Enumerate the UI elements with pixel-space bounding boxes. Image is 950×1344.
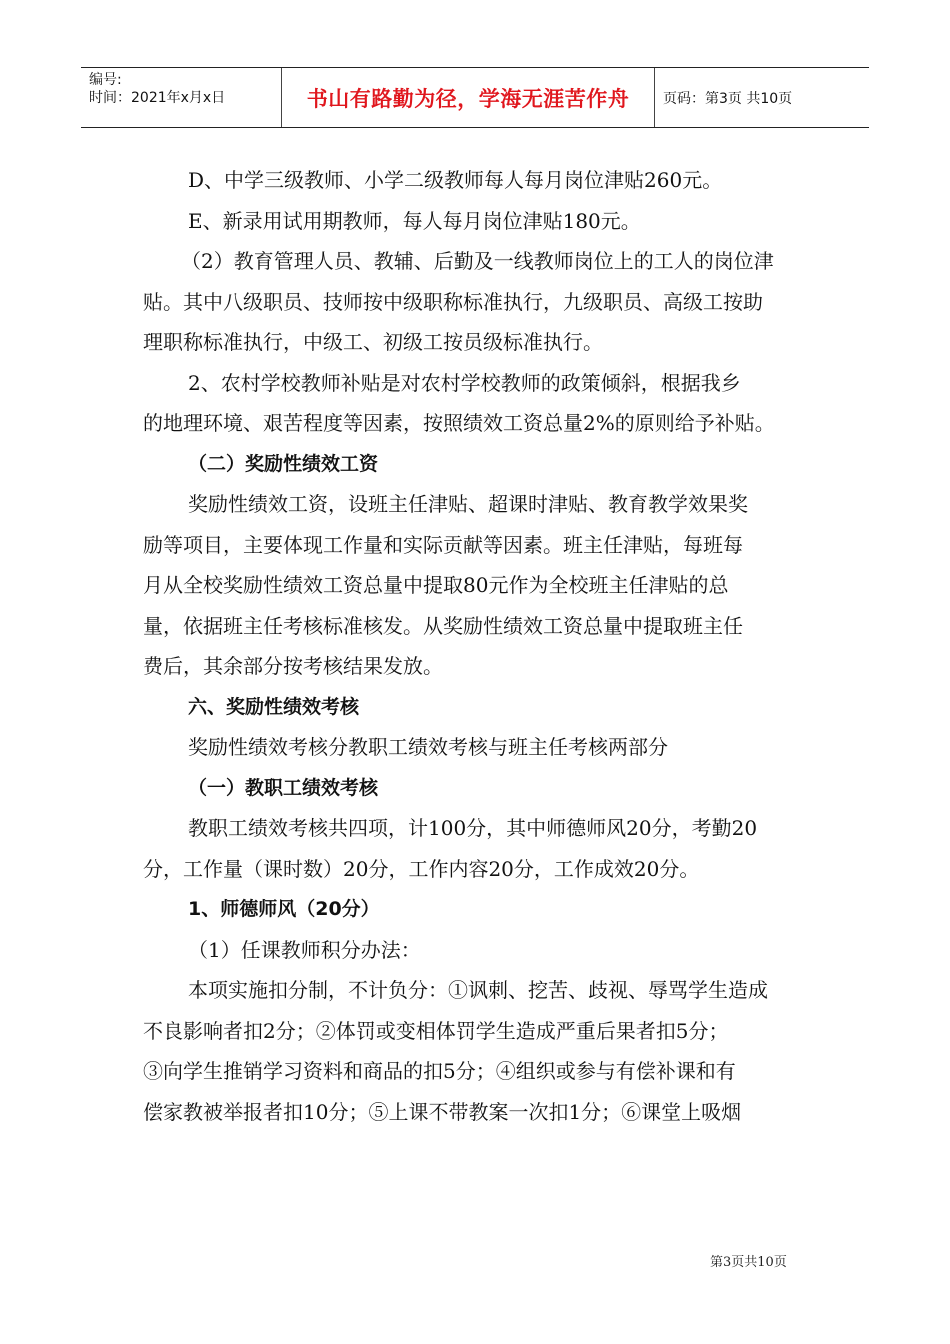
- section-heading: （一）教职工绩效考核: [188, 776, 379, 799]
- paragraph-line: （1）任课教师积分办法：: [188, 937, 421, 962]
- paragraph-line: 月从全校奖励性绩效工资总量中提取80元作为全校班主任津贴的总: [143, 573, 729, 597]
- paragraph-line: 量，依据班主任考核标准核发。从奖励性绩效工资总量中提取班主任: [143, 613, 743, 638]
- paragraph-line: 理职称标准执行，中级工、初级工按员级标准执行。: [143, 330, 603, 354]
- time-label: 时间：2021年x月x日: [89, 90, 226, 106]
- number-label: 编号:: [89, 72, 122, 88]
- paragraph-line: 本项实施扣分制，不计负分：①讽刺、挖苦、歧视、辱骂学生造成: [188, 978, 768, 1002]
- paragraph-line: 贴。其中八级职员、技师按中级职称标准执行，九级职员、高级工按助: [143, 289, 763, 314]
- section-heading: 六、奖励性绩效考核: [188, 695, 360, 718]
- paragraph-line: 励等项目，主要体现工作量和实际贡献等因素。班主任津贴，每班每: [143, 532, 743, 557]
- paragraph-line: D、中学三级教师、小学二级教师每人每月岗位津贴260元。: [188, 168, 723, 192]
- section-heading: 1、师德师风（20分）: [188, 898, 380, 920]
- paragraph-line: 分，工作量（课时数）20分，工作内容20分，工作成效20分。: [143, 856, 700, 881]
- page-footer: 第3页共10页: [710, 1255, 787, 1270]
- paragraph-line: E、新录用试用期教师，每人每月岗位津贴180元。: [188, 208, 641, 233]
- paragraph-line: 2、农村学校教师补贴是对农村学校教师的政策倾斜，根据我乡: [188, 370, 741, 395]
- header-page-info: 页码：第3页 共10页: [663, 90, 793, 107]
- paragraph-line: 奖励性绩效工资，设班主任津贴、超课时津贴、教育教学效果奖: [188, 492, 748, 516]
- paragraph-line: 教职工绩效考核共四项，计100分，其中师德师风20分，考勤20: [188, 816, 758, 840]
- page-header: [81, 67, 869, 128]
- document-body: [143, 160, 813, 1132]
- paragraph-line: 奖励性绩效考核分教职工绩效考核与班主任考核两部分: [188, 735, 668, 759]
- paragraph-line: 费后，其余部分按考核结果发放。: [143, 654, 443, 678]
- paragraph-line: （2）教育管理人员、教辅、后勤及一线教师岗位上的工人的岗位津: [181, 249, 774, 273]
- paragraph-line: 的地理环境、艰苦程度等因素，按照绩效工资总量2%的原则给予补贴。: [143, 411, 775, 435]
- paragraph-line: 不良影响者扣2分；②体罚或变相体罚学生造成严重后果者扣5分；: [143, 1018, 729, 1043]
- header-meta: [81, 68, 282, 127]
- section-heading: （二）奖励性绩效工资: [188, 452, 379, 475]
- header-motto: 书山有路勤为径，学海无涯苦作舟: [282, 68, 655, 127]
- paragraph-line: 偿家教被举报者扣10分；⑤上课不带教案一次扣1分；⑥课堂上吸烟: [143, 1099, 742, 1124]
- paragraph-line: ③向学生推销学习资料和商品的扣5分；④组织或参与有偿补课和有: [143, 1059, 736, 1083]
